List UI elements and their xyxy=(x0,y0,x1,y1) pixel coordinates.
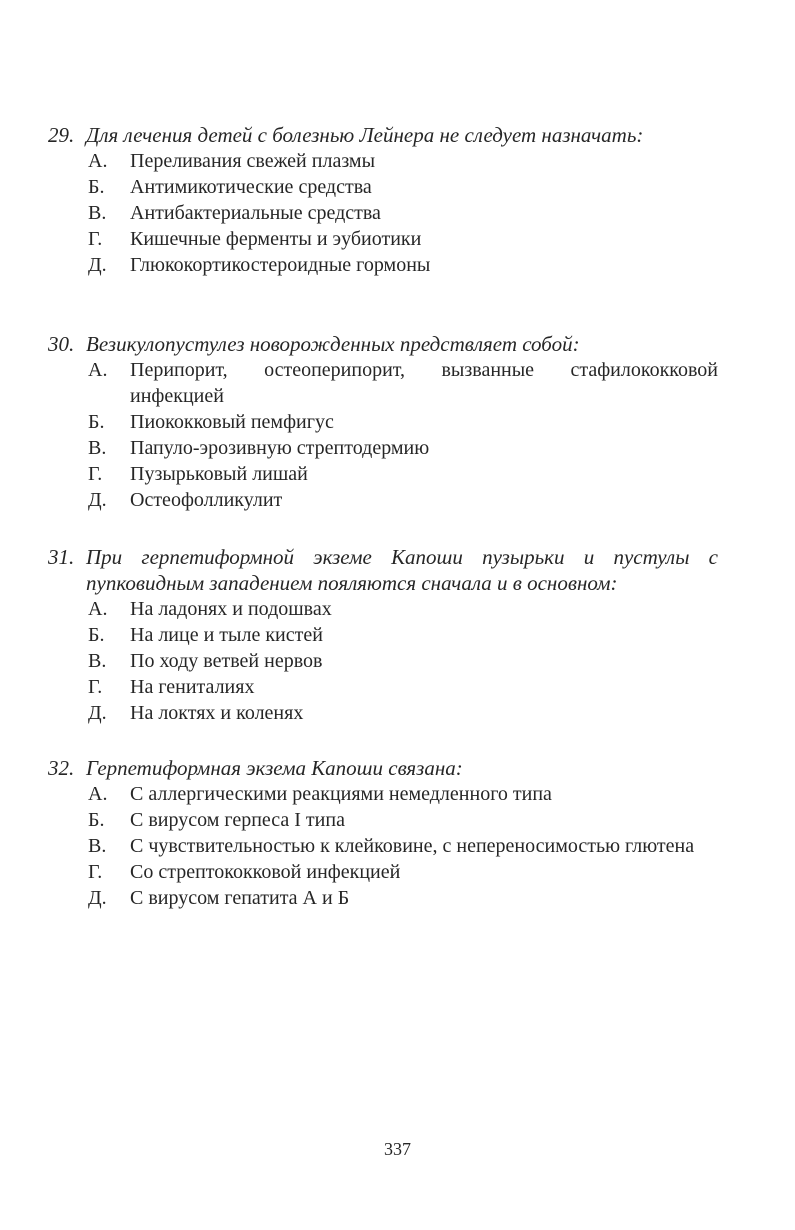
question-text: Для лечения детей с болезнью Лейнера не следует назначать: xyxy=(86,123,644,147)
answer-text: Пузырьковый лишай xyxy=(130,463,308,485)
answer-list xyxy=(48,781,718,911)
answer-option xyxy=(48,859,718,885)
answer-list xyxy=(48,148,718,278)
answer-letter: А. xyxy=(88,598,108,620)
answer-option xyxy=(48,435,718,461)
question-stem xyxy=(48,122,718,148)
answer-list xyxy=(48,596,718,726)
answer-text: По ходу ветвей нервов xyxy=(130,650,323,672)
answer-text: На лице и тыле кистей xyxy=(130,624,323,646)
question-30 xyxy=(48,331,718,513)
answer-option xyxy=(48,674,718,700)
question-32 xyxy=(48,755,718,911)
answer-letter: В. xyxy=(88,202,107,224)
answer-text: Кишечные ферменты и эубиотики xyxy=(130,228,422,250)
answer-letter: В. xyxy=(88,835,107,857)
question-number: 31. xyxy=(48,545,75,569)
question-stem xyxy=(48,544,718,596)
answer-option xyxy=(48,807,718,833)
answer-letter: Г. xyxy=(88,228,103,250)
answer-option xyxy=(48,148,718,174)
answer-letter: Г. xyxy=(88,861,103,883)
answer-option xyxy=(48,781,718,807)
answer-option xyxy=(48,252,718,278)
question-number: 32. xyxy=(48,756,75,780)
answer-text: С чувствительностью к клейковине, с непереносимостью глютена xyxy=(130,835,695,857)
answer-option xyxy=(48,174,718,200)
answer-letter: Д. xyxy=(88,254,107,276)
answer-letter: А. xyxy=(88,359,108,381)
question-stem xyxy=(48,331,718,357)
question-text: Везикулопустулез новорожденных предствляет собой: xyxy=(86,332,580,356)
answer-option xyxy=(48,487,718,513)
answer-letter: Б. xyxy=(88,809,105,831)
answer-text: Переливания свежей плазмы xyxy=(130,150,376,172)
answer-letter: А. xyxy=(88,150,108,172)
answer-text: С вирусом гепатита А и Б xyxy=(130,887,350,909)
answer-letter: Г. xyxy=(88,676,103,698)
page-number: 337 xyxy=(384,1139,411,1159)
question-stem xyxy=(48,755,718,781)
answer-text: На гениталиях xyxy=(130,676,255,698)
answer-option xyxy=(48,596,718,622)
question-text: При герпетиформной экземе Капоши пузырьки и пустулы с пупковидным западением пояляются сначала и в основном: xyxy=(86,545,718,595)
answer-text: Перипорит, остеоперипорит, вызванные стафилококковой инфекцией xyxy=(130,359,718,407)
question-31 xyxy=(48,544,718,726)
answer-letter: Б. xyxy=(88,624,105,646)
answer-option xyxy=(48,833,718,859)
answer-option xyxy=(48,885,718,911)
answer-text: На ладонях и подошвах xyxy=(130,598,332,620)
question-text: Герпетиформная экзема Капоши связана: xyxy=(86,756,463,780)
answer-text: Антимикотические средства xyxy=(130,176,372,198)
answer-letter: Г. xyxy=(88,463,103,485)
answer-text: Глюкокортикостероидные гормоны xyxy=(130,254,431,276)
answer-option xyxy=(48,461,718,487)
answer-text: Папуло-эрозивную стрептодермию xyxy=(130,437,430,459)
answer-option xyxy=(48,226,718,252)
answer-option xyxy=(48,357,718,409)
answer-letter: Б. xyxy=(88,176,105,198)
answer-text: Со стрептококковой инфекцией xyxy=(130,861,401,883)
answer-letter: А. xyxy=(88,783,108,805)
answer-text: Остеофолликулит xyxy=(130,489,283,511)
answer-letter: Д. xyxy=(88,887,107,909)
answer-text: Пиококковый пемфигус xyxy=(130,411,334,433)
answer-letter: В. xyxy=(88,650,107,672)
answer-text: На локтях и коленях xyxy=(130,702,304,724)
answer-letter: В. xyxy=(88,437,107,459)
answer-letter: Д. xyxy=(88,489,107,511)
answer-list xyxy=(48,357,718,513)
question-29 xyxy=(48,122,718,278)
question-number: 29. xyxy=(48,123,75,147)
question-number: 30. xyxy=(48,332,75,356)
answer-option xyxy=(48,700,718,726)
answer-letter: Б. xyxy=(88,411,105,433)
answer-option xyxy=(48,200,718,226)
answer-option xyxy=(48,648,718,674)
answer-option xyxy=(48,409,718,435)
answer-letter: Д. xyxy=(88,702,107,724)
answer-text: С аллергическими реакциями немедленного типа xyxy=(130,783,552,805)
answer-text: С вирусом герпеса I типа xyxy=(130,809,345,831)
answer-text: Антибактериальные средства xyxy=(130,202,381,224)
answer-option xyxy=(48,622,718,648)
